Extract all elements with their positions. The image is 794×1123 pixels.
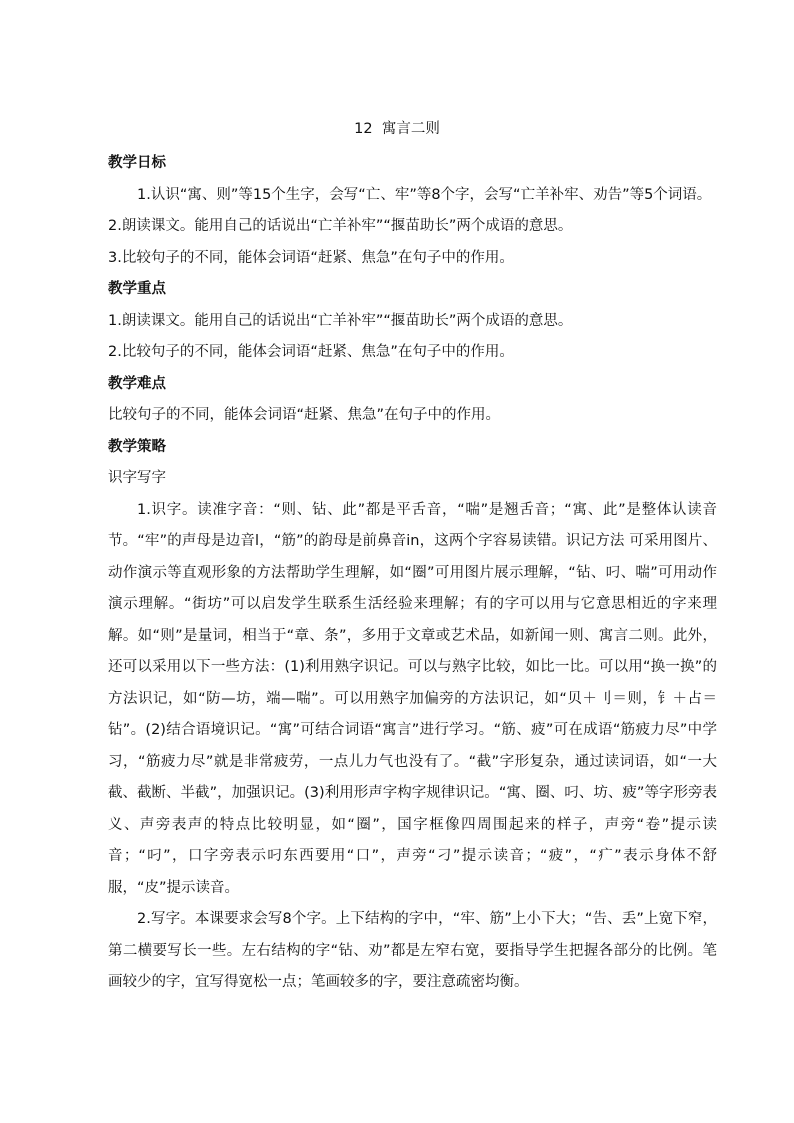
section-heading-goals: 教学日标	[108, 155, 166, 171]
section-heading-strategy: 教学策略	[108, 438, 166, 455]
difficulty-item-1: 比较句子的不同，能体会词语“赶紧、焦急”在句子中的作用。	[108, 407, 501, 423]
goal-item-3: 3.比较句子的不同，能体会词语“赶紧、焦急”在句子中的作用。	[108, 249, 514, 266]
focus-item-2: 2.比较句子的不同，能体会词语“赶紧、焦急”在句子中的作用。	[108, 344, 514, 360]
paragraph-literacy: 1.识字。读准字音：“则、钻、此”都是平舌音，“喘”是翘舌音；“寓、此”是整体认读音节。“牢”的声母是边音l，“筋”的韵母是前鼻音in，这两个字容易读错。识记方法 可采用图片、动作演示等直观形象的方法帮助学生理解，如“圈”可用图片展示理解，“钻、叼、喘”可用动作演示理解。“街坊”可以启发学生联系生活经验来理解；有的字可以用与它意思相近的字来理解。如“则”是量词，相当于“章、条”，多用于文章或艺术品，如新闻一则、寓言二则。此外，还可以采用以下一些方法：(1)利用熟字识记。可以与熟字比较，如比一比。可以用“换一换”的方法识记，如“防—坊，端—喘”。可以用熟字加偏旁的方法识记，如“贝＋刂＝则，钅＋占＝钻”。(2)结合语境识记。“寓”可结合词语“寓言”进行学习。“筋、疲”可在成语“筋疲力尽”中学习，“筋疲力尽”就是非常疲劳，一点儿力气也没有了。“截”字形复杂，通过读词语，如“一大截、截断、半截”，加强识记。(3)利用形声字构字规律识记。“寓、圈、叼、坊、疲”等字形旁表义、声旁表声的特点比较明显，如“圈”，国字框像四周围起来的样子，声旁“卷”提示读音；“叼”，口字旁表示叼东西要用“口”，声旁“刁”提示读音；“疲”，“疒”表示身体不舒服，“皮”提示读音。	[108, 501, 717, 896]
section-heading-focus: 教学重点	[108, 281, 166, 297]
goal-item-2: 2.朗读课文。能用自己的话说出“亡羊补牢”“揠苗助长”两个成语的意思。	[108, 218, 573, 234]
document-body	[108, 148, 717, 999]
section-heading-difficulty: 教学难点	[108, 375, 166, 392]
subsection-heading-literacy: 识字写字	[108, 470, 166, 486]
page-title: 12 寓言二则	[354, 121, 440, 137]
goal-item-1: 1.认识“寓、则”等15个生字，会写“亡、牢”等8个字，会写“亡羊补牢、劝告”等5个词语。	[137, 186, 712, 203]
focus-item-1: 1.朗读课文。能用自己的话说出“亡羊补牢”“揠苗助长”两个成语的意思。	[108, 312, 573, 329]
paragraph-writing: 2.写字。本课要求会写8个字。上下结构的字中，“牢、筋”上小下大；“告、丢”上宽下窄，第二横要写长一些。左右结构的字“钻、劝”都是左窄右宽，要指导学生把握各部分的比例。笔画较少的字，宜写得宽松一点；笔画较多的字，要注意疏密均衡。	[108, 911, 717, 990]
